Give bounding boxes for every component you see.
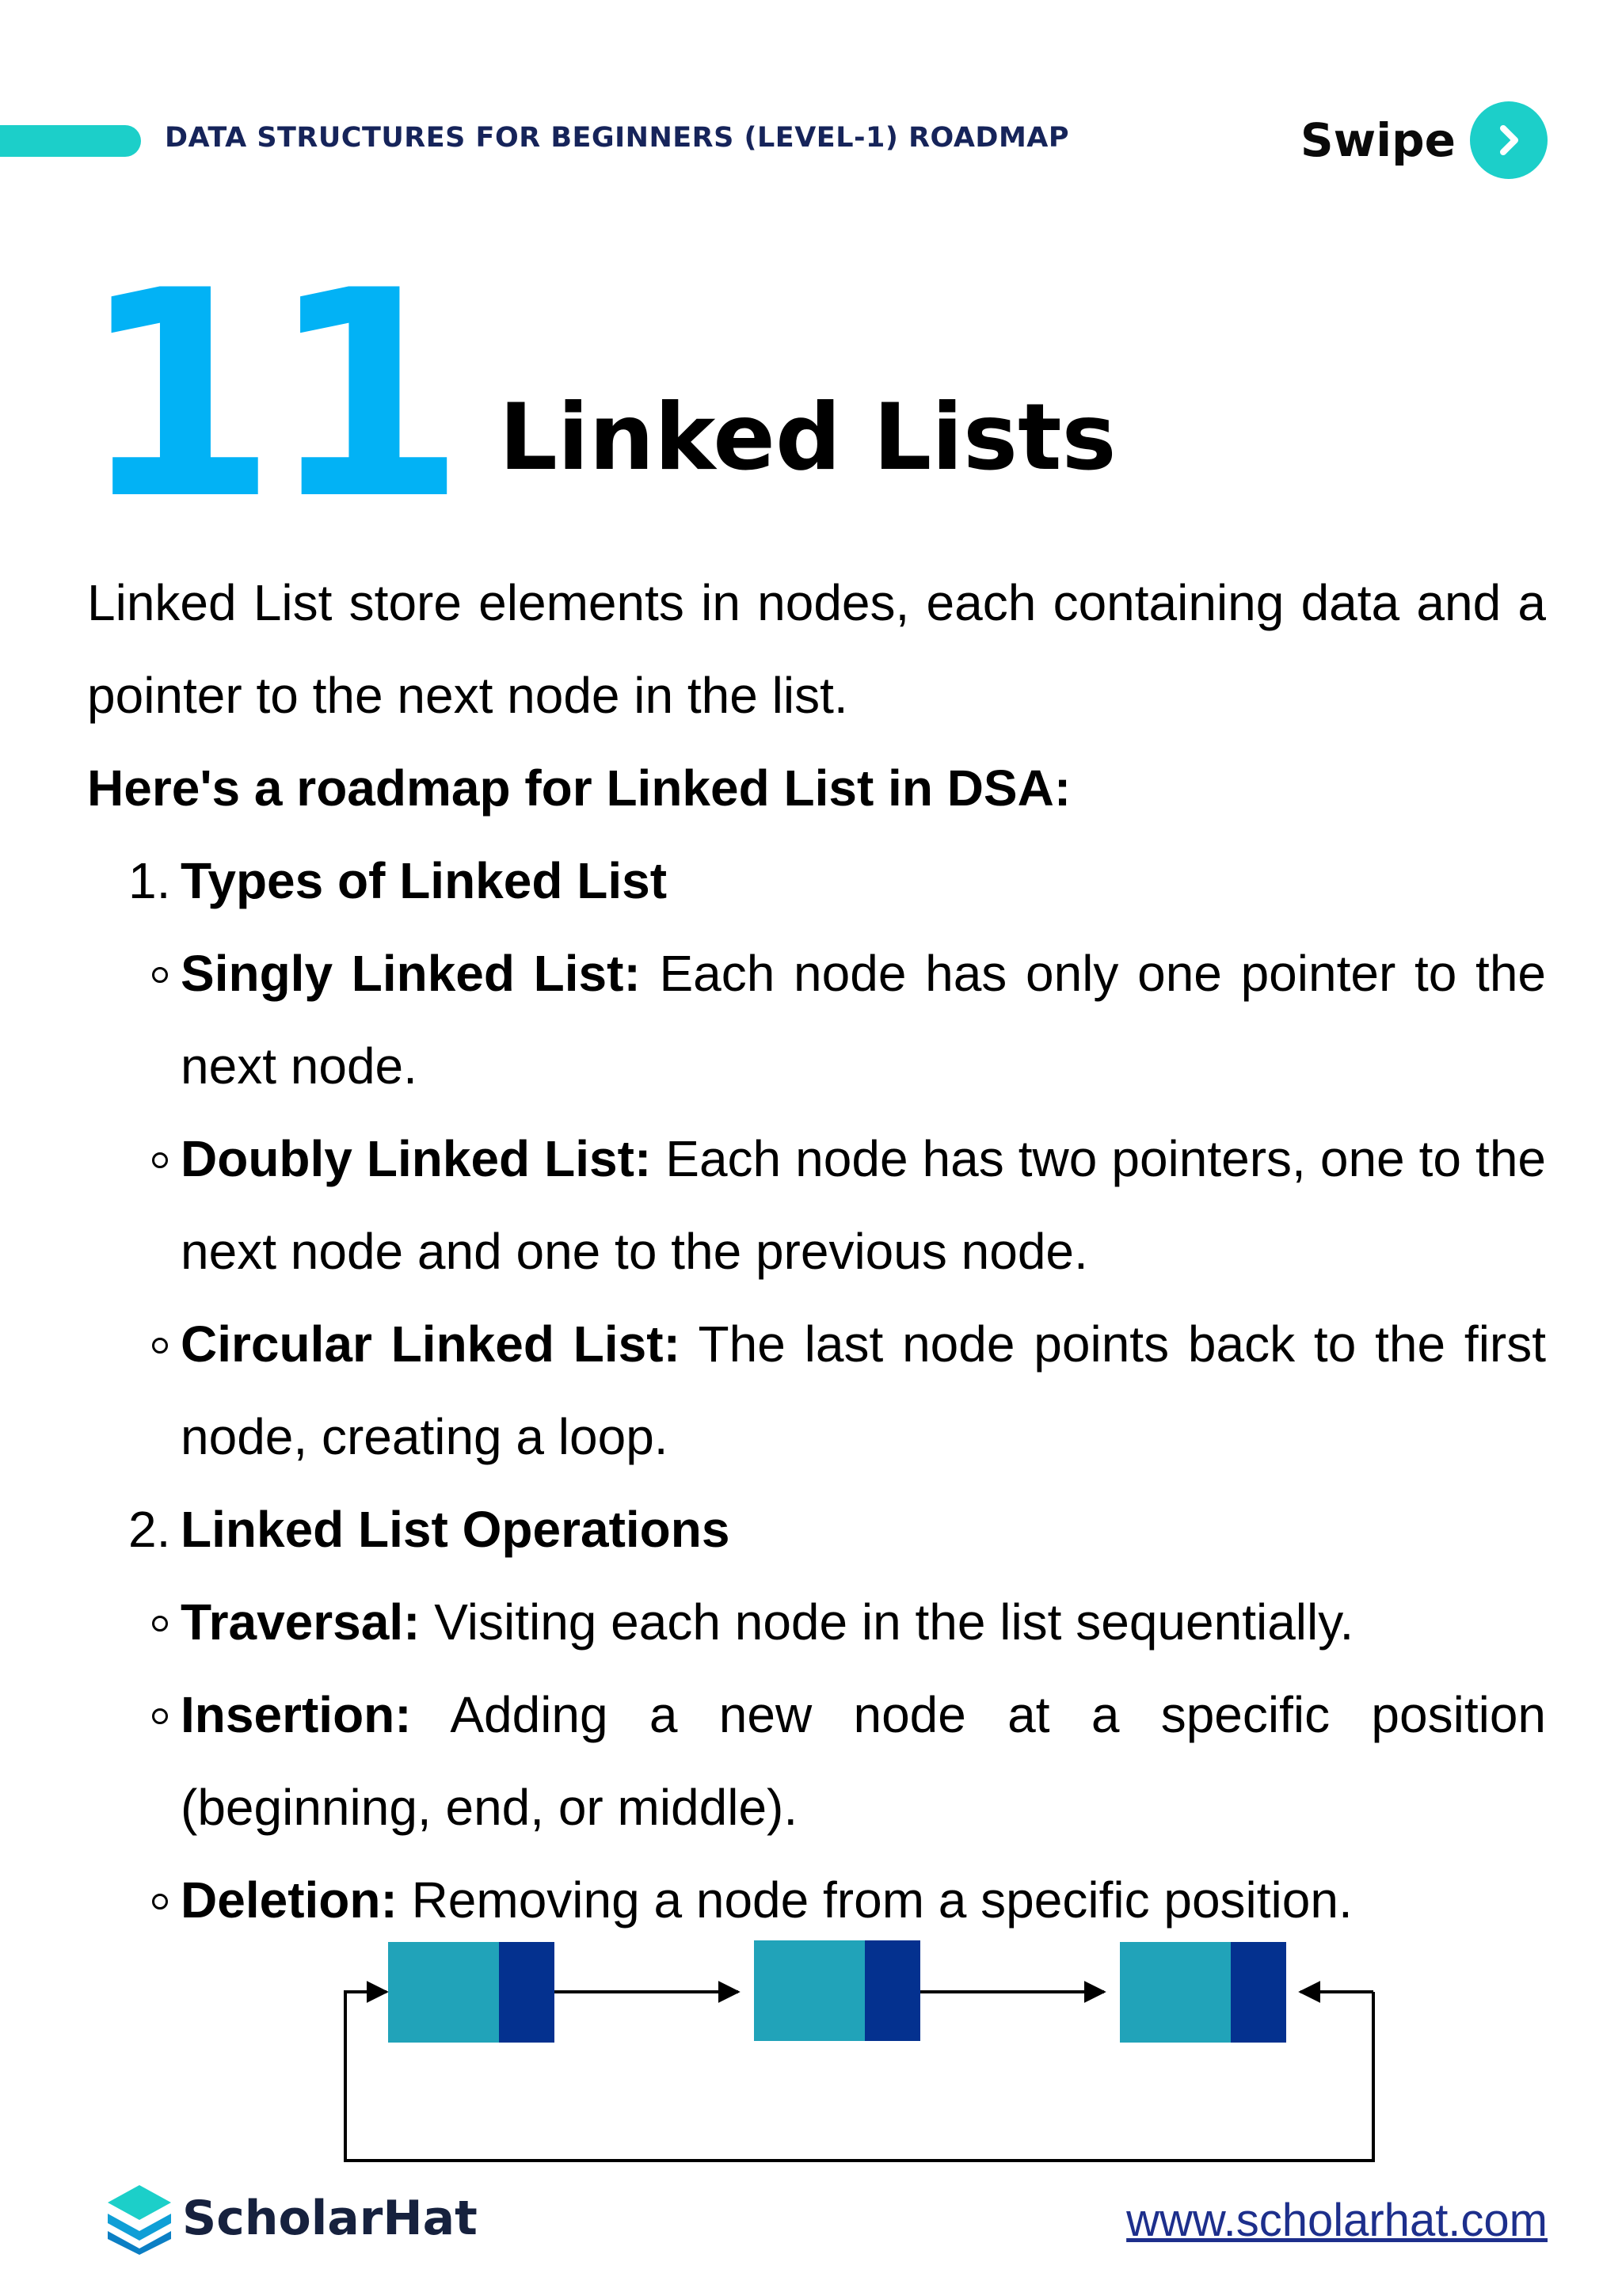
- node-pointer-cell: [1231, 1942, 1286, 2043]
- header-title: DATA STRUCTURES FOR BEGINNERS (LEVEL-1) ROADMAP: [165, 122, 1070, 154]
- circle-bullet-icon: [152, 1152, 168, 1168]
- section-types: [87, 835, 1546, 927]
- intro-paragraph: Linked List store elements in nodes, each containing data and a pointer to the next node in the list.: [87, 574, 1546, 724]
- bullet-text: Adding a new node at a specific position (beginning, end, or middle).: [181, 1686, 1546, 1836]
- scholarhat-logo: [105, 2182, 478, 2255]
- list-item: [87, 927, 1546, 1113]
- page-title: Linked Lists: [499, 384, 1117, 491]
- types-list: [87, 927, 1546, 1483]
- stacked-layers-logo-icon: [105, 2182, 174, 2255]
- list-item: [87, 1298, 1546, 1483]
- bullet-term: Deletion:: [181, 1871, 398, 1929]
- bullet-term: Circular Linked List:: [181, 1316, 680, 1373]
- list-node-2: [754, 1940, 920, 2041]
- section-number-label: 1.: [128, 852, 171, 909]
- circle-bullet-icon: [152, 1708, 168, 1724]
- roadmap-heading: Here's a roadmap for Linked List in DSA:: [87, 760, 1072, 817]
- section-operations: [87, 1483, 1546, 1576]
- list-node-3: [1120, 1942, 1286, 2043]
- section-number-label: 2.: [128, 1501, 171, 1558]
- node-data-cell: [1120, 1942, 1231, 2043]
- node-pointer-cell: [499, 1942, 554, 2043]
- content: [87, 557, 1546, 1947]
- bullet-term: Doubly Linked List:: [181, 1130, 652, 1187]
- swipe-label: Swipe: [1300, 113, 1456, 167]
- list-node-1: [388, 1942, 554, 2043]
- brand-name: ScholarHat: [182, 2191, 478, 2246]
- header-accent-bar: [0, 125, 141, 157]
- bullet-term: Traversal:: [181, 1593, 421, 1651]
- circle-bullet-icon: [152, 1616, 168, 1632]
- website-link[interactable]: www.scholarhat.com: [1126, 2195, 1548, 2246]
- circular-linked-list-diagram: [0, 1932, 1622, 2178]
- node-pointer-cell: [865, 1940, 920, 2041]
- section-title: Linked List Operations: [181, 1501, 730, 1558]
- chevron-right-icon: [1491, 123, 1526, 158]
- node-data-cell: [754, 1940, 865, 2041]
- bullet-text: Removing a node from a specific position.: [397, 1871, 1353, 1929]
- circle-bullet-icon: [152, 1338, 168, 1354]
- bullet-term: Singly Linked List:: [181, 945, 641, 1002]
- list-item: [87, 1669, 1546, 1854]
- circle-bullet-icon: [152, 967, 168, 983]
- bullet-text: Each node has two pointers, one to the next node and one to the previous node.: [181, 1130, 1546, 1280]
- operations-list: [87, 1576, 1546, 1947]
- swipe-button[interactable]: [1470, 101, 1548, 179]
- bullet-text: Visiting each node in the list sequentially.: [420, 1593, 1354, 1651]
- section-number: 11: [79, 230, 457, 562]
- list-item: [87, 1113, 1546, 1298]
- section-title: Types of Linked List: [181, 852, 667, 909]
- bullet-term: Insertion:: [181, 1686, 412, 1743]
- bullet-text: The last node points back to the first node, creating a loop.: [181, 1316, 1546, 1465]
- bullet-text: Each node has only one pointer to the next node.: [181, 945, 1547, 1095]
- circle-bullet-icon: [152, 1894, 168, 1910]
- list-item: [87, 1576, 1546, 1669]
- swipe-control[interactable]: [1300, 101, 1548, 179]
- node-data-cell: [388, 1942, 499, 2043]
